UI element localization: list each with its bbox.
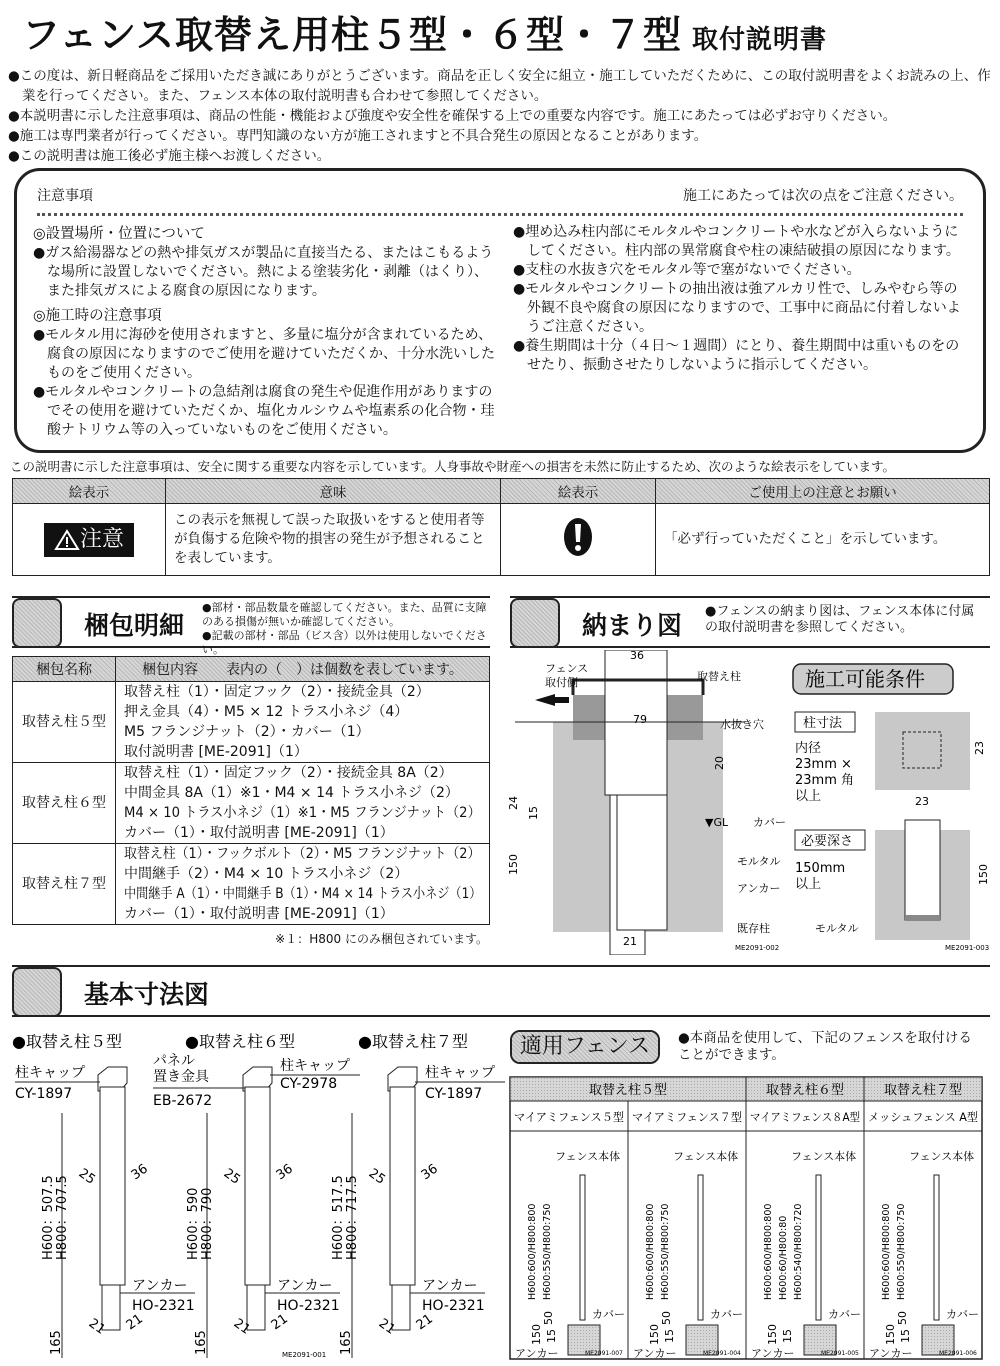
- post-title: ●取替え柱７型: [358, 1032, 468, 1051]
- depth-dim: 165: [339, 1330, 354, 1355]
- anchor-dim: 21: [413, 1311, 436, 1334]
- height-h600: H600：517.5: [331, 1175, 346, 1260]
- anchor-dim: 21: [230, 1315, 253, 1338]
- height-h600: H600：507.5: [41, 1175, 56, 1260]
- caution-right-column: [513, 223, 968, 375]
- fence-name: マイアミフェンス８A型: [750, 1110, 860, 1124]
- package-line: 取付説明書 [ME-2091]（1）: [124, 744, 308, 760]
- dimensions-title: 基本寸法図: [84, 980, 210, 1009]
- height-dim: H600:600/H800:800: [881, 1203, 892, 1300]
- caution-item: ●モルタルやコンクリートの急結剤は腐食の発生や促進作用がありますのでその使用を避けていただくか、塩化カルシウムや塩素系の化合物・珪酸ナトリウム等の入っていないものをご使用ください。: [33, 384, 495, 438]
- post-body: [390, 1087, 415, 1285]
- cap-code: CY-1897: [15, 1086, 73, 1102]
- anchor-label: アンカー: [132, 1278, 188, 1294]
- anchor-code: HO-2321: [422, 1298, 485, 1314]
- fence-post: [816, 1175, 821, 1320]
- applicable-note: ●本商品を使用して、下記のフェンスを取付けることができます。: [678, 1030, 972, 1063]
- table-row: [13, 763, 490, 844]
- mandatory-meaning: 「必ず行っていただくこと」を示しています。: [656, 504, 990, 576]
- fence-post: [934, 1175, 939, 1320]
- intro-line: ●この度は、新日軽商品をご採用いただき誠にありがとうございます。商品を正しく安全に組立・施工していただくために、この取付説明書をよくお読みの上、作業を行ってください。また、フェンス本体の取付説明書も合わせて参照してください。: [8, 68, 991, 104]
- symbol-header: 絵表示: [501, 479, 656, 504]
- figure-code: ME2091-007: [585, 1350, 623, 1357]
- package-line: M4 × 10 トラス小ネジ（1）※1・M5 フランジナット（2）: [124, 805, 481, 821]
- height-h800: H800：707.5: [55, 1175, 70, 1260]
- package-section-header: [12, 596, 490, 656]
- label-gl: ▼GL: [705, 816, 729, 829]
- fence-name: マイアミフェンス５型: [514, 1110, 624, 1124]
- anchor-code: HO-2321: [132, 1298, 195, 1314]
- height-dim: H600:550/H800:750: [896, 1203, 907, 1300]
- symbol-table: [12, 478, 990, 576]
- cap-label: 柱キャップ: [425, 1065, 495, 1081]
- label-fence-side2: 取付側: [545, 676, 578, 689]
- dim-20: 20: [713, 756, 726, 770]
- package-table: [12, 656, 490, 925]
- size-text: 23mm ×: [795, 757, 852, 772]
- post-title: ●取替え柱５型: [12, 1032, 122, 1051]
- fit-diagram: [505, 650, 995, 955]
- cover-label: カバー: [828, 1308, 861, 1321]
- figure-code: ME2091-001: [282, 1351, 327, 1359]
- label-anchor: アンカー: [737, 882, 781, 895]
- applicable-title: 適用フェンス: [519, 1034, 651, 1059]
- dim-15: 15: [899, 1329, 912, 1343]
- dim-23: 23: [915, 795, 929, 808]
- caution-item: ●支柱の水抜き穴をモルタル等で塞がないでください。: [513, 262, 861, 278]
- package-line: 取替え柱（1）・フックボルト（2）・M5 フランジナット（2）: [124, 846, 481, 862]
- section-marker: [12, 598, 62, 648]
- label-post: 取替え柱: [697, 670, 741, 683]
- dim-150: 150: [648, 1324, 661, 1345]
- height-h800: H800：717.5: [345, 1175, 360, 1260]
- size-label: 柱寸法: [803, 716, 843, 731]
- height-dim: H600:540/H800:720: [793, 1203, 804, 1300]
- depth-text: 以上: [795, 877, 822, 892]
- anchor-dim: 21: [123, 1311, 146, 1334]
- package-name: 取替え柱７型: [13, 844, 116, 925]
- fit-section-header: [510, 596, 990, 648]
- package-line: 中間継手（2）・M4 × 10 トラス小ネジ（2）: [124, 866, 409, 882]
- table-row: [13, 682, 490, 763]
- fence-body-label: フェンス本体: [555, 1150, 621, 1163]
- anchor-dim: 21: [268, 1311, 291, 1334]
- package-line: 取替え柱（1）・固定フック（2）・接続金具 8A（2）: [124, 765, 453, 781]
- height-dim: H600:550/H800:750: [660, 1203, 671, 1300]
- fence-body-label: フェンス本体: [791, 1150, 857, 1163]
- anchor-label: アンカー: [633, 1347, 677, 1360]
- panel-label: パネル: [153, 1053, 195, 1069]
- dim-50: 50: [896, 1311, 909, 1325]
- exclamation-icon: [563, 517, 593, 557]
- anchor-label: アンカー: [422, 1278, 478, 1294]
- package-title: 梱包明細: [84, 611, 185, 640]
- intro-line: ●施工は専門業者が行ってください。専門知識のない方が施工されますと不具合発生の原因となることがあります。: [8, 128, 708, 144]
- size-text: 以上: [795, 789, 822, 804]
- post-title: ●取替え柱６型: [185, 1032, 295, 1051]
- dim-150: 150: [530, 1324, 543, 1345]
- height-dim: H600:600/H800:800: [645, 1203, 656, 1300]
- intro-line: ●この説明書は施工後必ず施主様へお渡しください。: [8, 148, 331, 164]
- cover-label: カバー: [710, 1308, 743, 1321]
- dim-15: 15: [663, 1329, 676, 1343]
- cover-label: カバー: [592, 1308, 625, 1321]
- dim-150: 150: [884, 1324, 897, 1345]
- label-drain-hole: 水抜き穴: [720, 718, 764, 731]
- package-name: 取替え柱５型: [13, 682, 116, 763]
- label-existing-post: 既存柱: [737, 922, 770, 935]
- group-header: 取替え柱５型: [588, 1083, 668, 1098]
- package-notes: [202, 601, 492, 657]
- post-body: [100, 1087, 125, 1285]
- height-dim: H600:600/H800:800: [763, 1203, 774, 1300]
- caution-symbol: [44, 523, 134, 557]
- caution-label: 注意: [79, 527, 124, 552]
- package-line: 取替え柱（1）・固定フック（2）・接続金具（2）: [124, 684, 430, 700]
- dim-50: 50: [660, 1311, 673, 1325]
- post-drawing: [331, 1032, 505, 1358]
- depth-dim: 165: [194, 1330, 209, 1355]
- package-line: 押え金具（4）・M5 × 12 トラス小ネジ（4）: [124, 704, 409, 720]
- fence-post: [580, 1175, 585, 1320]
- label-fence-side: フェンス: [545, 662, 589, 675]
- figure-code: ME2091-006: [939, 1350, 977, 1357]
- dim-15: 15: [781, 1329, 794, 1343]
- fit-note: ●フェンスの納まり図は、フェンス本体に付属の取付説明書を参照してください。: [705, 604, 975, 635]
- dim-79: 79: [633, 713, 647, 726]
- fence-body-label: フェンス本体: [909, 1150, 975, 1163]
- caution-heading: 注意事項: [37, 188, 93, 204]
- caution-section-title: ◎設置場所・位置について: [33, 226, 205, 242]
- table-row: [13, 844, 490, 925]
- cover-label: カバー: [946, 1308, 979, 1321]
- figure-code: ME2091-004: [703, 1350, 741, 1357]
- section-marker: [12, 967, 62, 1017]
- fence-name: メッシュフェンス A型: [868, 1110, 978, 1124]
- caution-section-title: ◎施工時の注意事項: [33, 308, 162, 324]
- dim-15: 15: [527, 806, 540, 820]
- depth-dim: 165: [49, 1330, 64, 1355]
- anchor-label: アンカー: [277, 1278, 333, 1294]
- package-header: 梱包内容 表内の（ ）は個数を表しています。: [116, 657, 490, 682]
- width-dim: 36: [418, 1161, 441, 1184]
- figure-code: ME2091-002: [735, 944, 780, 952]
- panel-code: EB-2672: [153, 1093, 213, 1109]
- anchor-dim: 21: [375, 1315, 398, 1338]
- package-line: 中間継手 A（1）・中間継手 B（1）・M4 × 14 トラス小ネジ（1）: [124, 886, 482, 902]
- package-note: ●記載の部材・部品（ビス含）以外は使用しないでください。: [202, 629, 487, 656]
- caution-heading-right: 施工にあたっては次の点をご注意ください。: [683, 188, 963, 204]
- width-dim: 36: [128, 1161, 151, 1184]
- dim-50: 50: [542, 1311, 555, 1325]
- caution-box: [14, 168, 986, 453]
- package-line: 中間金具 8A（1）※1・M4 × 14 トラス小ネジ（2）: [124, 785, 459, 801]
- dim-150: 150: [977, 864, 990, 885]
- dim-150: 150: [507, 854, 520, 875]
- caution-item: ●養生期間は十分（４日〜１週間）にとり、養生期間中は重いものをのせたり、振動させたりしないように指示してください。: [513, 338, 960, 373]
- package-name: 取替え柱６型: [13, 763, 116, 844]
- anchor-dim: 21: [85, 1315, 108, 1338]
- height-h800: H800：790: [200, 1187, 215, 1260]
- figure-code: ME2091-005: [821, 1350, 859, 1357]
- arrow-left-icon: [535, 694, 555, 706]
- package-line: カバー（1）・取付説明書 [ME-2091]（1）: [124, 825, 394, 841]
- label-mortar: モルタル: [737, 855, 781, 868]
- caution-item: ●埋め込み柱内部にモルタルやコンクリートや水などが入らないようにしてください。柱内部の異常腐食や柱の凍結破損の原因になります。: [513, 224, 960, 259]
- anchor-label: アンカー: [869, 1347, 913, 1360]
- height-dim: H600:600/H800:800: [527, 1203, 538, 1300]
- intro-notes: [8, 66, 993, 166]
- size-text: 23mm 角: [795, 773, 855, 788]
- applicable-fence-table: [505, 1075, 995, 1365]
- depth-label: 必要深さ: [801, 834, 854, 849]
- caution-item: ●ガス給湯器などの熱や排気ガスが製品に直接当たる、またはこもるような場所に設置しないでください。熱による塗装劣化・剥離（はくり）、また排気ガスによる腐食の原因になります。: [33, 245, 494, 299]
- anchor-label: アンカー: [515, 1347, 559, 1360]
- depth-text: 150mm: [795, 861, 846, 876]
- caution-item: ●モルタル用に海砂を使用されますと、多量に塩分が含まれているため、腐食の原因になりますのでご使用を避けていただくか、十分水洗いしたものをご使用ください。: [33, 327, 495, 381]
- cap-label: 柱キャップ: [280, 1058, 350, 1074]
- caution-header: [37, 185, 963, 216]
- cap-label: 柱キャップ: [15, 1065, 85, 1081]
- height-dim: H600:550/H800:750: [542, 1203, 553, 1300]
- package-line: カバー（1）・取付説明書 [ME-2091]（1）: [124, 906, 394, 922]
- width-dim: 36: [273, 1161, 296, 1184]
- caution-left-column: [33, 223, 495, 440]
- anchor-code: HO-2321: [277, 1298, 340, 1314]
- anchor-label: アンカー: [751, 1347, 795, 1360]
- symbol-header: 絵表示: [13, 479, 166, 504]
- dim-150: 150: [766, 1324, 779, 1345]
- caution-item: ●モルタルやコンクリートの抽出液は強アルカリ性で、しみやむら等の外観不良や腐食の原因になりますので、工事中に商品に付着しないようご注意ください。: [513, 281, 961, 335]
- dim-23: 23: [973, 741, 986, 755]
- dim-36: 36: [630, 650, 644, 662]
- cap-code: CY-2978: [280, 1076, 338, 1092]
- applicable-badge: [510, 1030, 660, 1064]
- package-note: ●部材・部品数量を確認してください。また、品質に支障のある損傷が無いか確認してください。: [202, 601, 487, 628]
- fence-post: [698, 1175, 703, 1320]
- cap-code: CY-1897: [425, 1086, 483, 1102]
- width-dim: 25: [220, 1165, 243, 1188]
- symbol-header: 意味: [166, 479, 501, 504]
- width-dim: 25: [365, 1165, 388, 1188]
- fence-name: マイアミフェンス７型: [632, 1110, 742, 1124]
- dim-21: 21: [623, 935, 637, 948]
- intro-line: ●本説明書に示した注意事項は、商品の性能・機能および強度や安全性を確保する上での重要な内容です。施工にあたっては必ずお守りください。: [8, 108, 897, 124]
- height-h600: H600：590: [186, 1187, 201, 1260]
- dim-15: 15: [545, 1329, 558, 1343]
- fit-title: 納まり図: [582, 611, 683, 640]
- dim-24: 24: [507, 796, 520, 810]
- section-marker: [510, 598, 560, 648]
- label-mortar: モルタル: [815, 922, 859, 935]
- post-dimension-drawings: [0, 1025, 505, 1366]
- post-body: [245, 1087, 270, 1285]
- figure-code: ME2091-003: [945, 944, 990, 952]
- width-dim: 25: [75, 1165, 98, 1188]
- conditions-title: 施工可能条件: [805, 667, 925, 691]
- title-sub: 取付説明書: [691, 25, 827, 55]
- symbol-header: ご使用上の注意とお願い: [656, 479, 990, 504]
- package-footnote: ※１：H800 にのみ梱包されています。: [275, 932, 488, 946]
- dimensions-section-header: [12, 965, 990, 1017]
- warning-triangle-icon: [54, 529, 80, 551]
- fence-body-label: フェンス本体: [673, 1150, 739, 1163]
- document-title: [22, 4, 827, 59]
- label-cover: カバー: [753, 816, 786, 829]
- panel-label: 置き金具: [153, 1069, 209, 1085]
- package-line: M5 フランジナット（2）・カバー（1）: [124, 724, 370, 740]
- group-header: 取替え柱７型: [883, 1083, 963, 1098]
- caution-meaning: この表示を無視して誤った取扱いをすると使用者等が負傷する危険や物的損害の発生が予想されることを表しています。: [166, 504, 501, 576]
- symbol-note: この説明書に示した注意事項は、安全に関する重要な内容を示しています。人身事故や財産への損害を未然に防止するため、次のような絵表示をしています。: [10, 459, 896, 474]
- size-text: 内径: [795, 741, 822, 756]
- group-header: 取替え柱６型: [765, 1083, 845, 1098]
- package-header: 梱包名称: [13, 657, 116, 682]
- title-main: フェンス取替え用柱５型・６型・７型: [22, 13, 682, 57]
- height-dim: H600:60/H800:80: [778, 1215, 789, 1300]
